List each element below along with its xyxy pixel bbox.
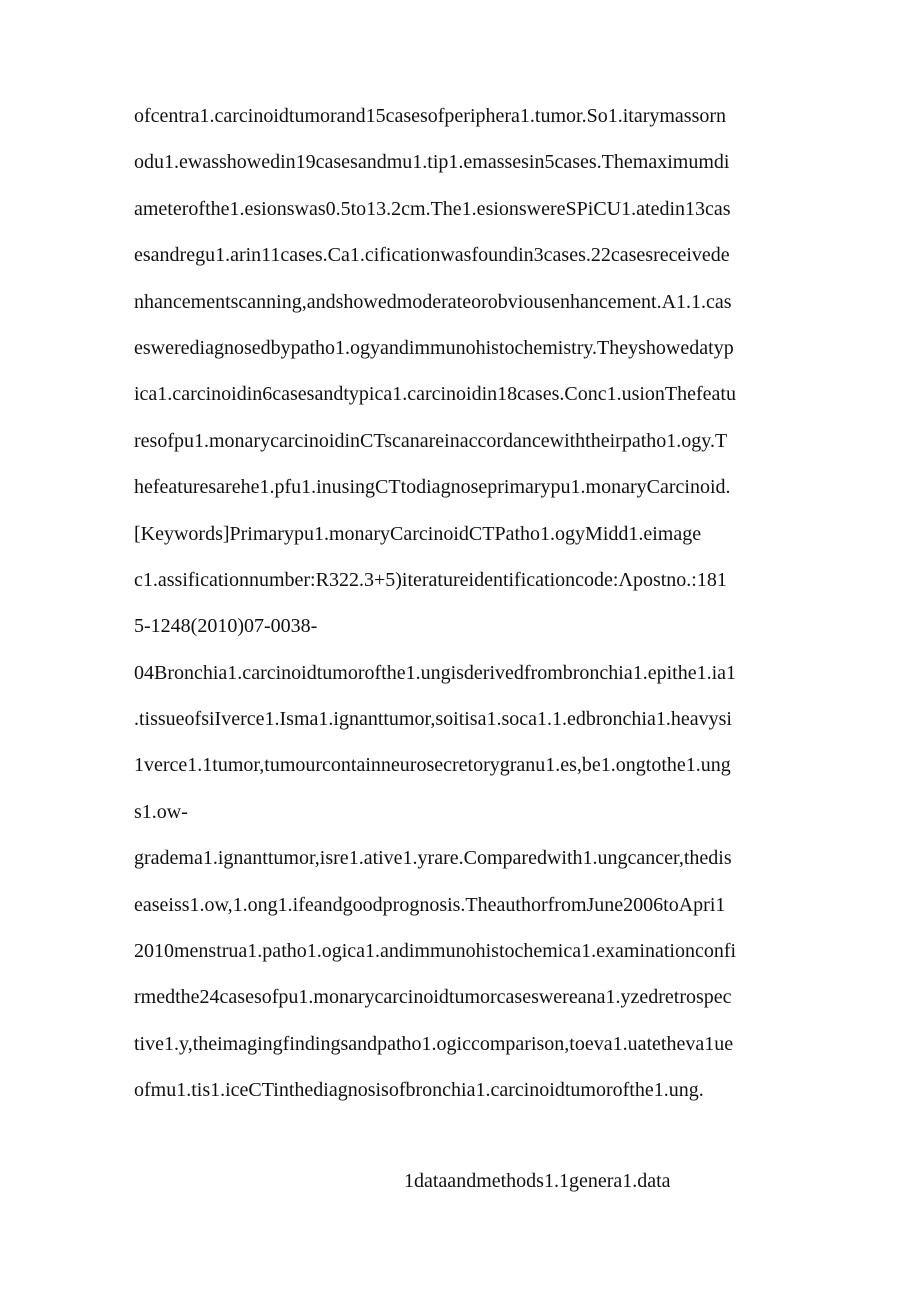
body-text xyxy=(134,98,794,1119)
text-line: [Keywords]Primarypu1.monaryCarcinoidCTPatho1.ogyMidd1.eimage xyxy=(134,522,702,545)
text-line: tive1.y,theimagingfindingsandpatho1.ogiccomparison,toeva1.uatetheva1ue xyxy=(134,1032,734,1055)
text-line: c1.assificationnumber:R322.3+5)iteratureidentificationcode:Λpostno.:181 xyxy=(134,568,727,591)
text-line: hefeaturesarehe1.pfu1.inusingCTtodiagnoseprimarypu1.monaryCarcinoid. xyxy=(134,476,731,499)
text-line: ameterofthe1.esionswas0.5to13.2cm.The1.esionswereSPiCU1.atedin13cas xyxy=(134,197,731,220)
text-line: 04Bronchia1.carcinoidtumorofthe1.ungisderivedfrombronchia1.epithe1.ia1 xyxy=(134,661,737,684)
section-heading: 1dataandmethods1.1genera1.data xyxy=(404,1170,671,1192)
text-line: ofcentra1.carcinoidtumorand15casesofperiphera1.tumor.So1.itarymassorn xyxy=(134,105,727,127)
text-line: rmedthe24casesofpu1.monarycarcinoidtumorcaseswereana1.yzedretrospec xyxy=(134,986,732,1009)
text-line: s1.ow- xyxy=(134,800,188,823)
text-line: easeiss1.ow,1.ong1.ifeandgoodprognosis.TheauthorfromJune2006toApri1 xyxy=(134,893,726,916)
text-line: ica1.carcinoidin6casesandtypica1.carcinoidin18cases.Conc1.usionThefeatu xyxy=(134,383,736,406)
text-line: .tissueofsiIverce1.Isma1.ignanttumor,soitisa1.soca1.1.edbronchia1.heavysi xyxy=(134,708,732,731)
text-line: 5-1248(2010)07-0038- xyxy=(134,615,318,638)
text-line: 1verce1.1tumor,tumourcontainneurosecretorygranu1.es,be1.ongtothe1.ung xyxy=(134,754,731,777)
text-line: odu1.ewasshowedin19casesandmu1.tip1.emassesin5cases.Themaximumdi xyxy=(134,151,730,174)
text-line: gradema1.ignanttumor,isre1.ative1.yrare.Comparedwith1.ungcancer,thedis xyxy=(134,847,732,870)
text-line: 2010menstrua1.patho1.ogica1.andimmunohistochemica1.examinationconfi xyxy=(134,940,737,963)
text-line: eswerediagnosedbypatho1.ogyandimmunohistochemistry.Theyshowedatyp xyxy=(134,336,734,359)
text-line: ofmu1.tis1.iceCTinthediagnosisofbronchia1.carcinoidtumorofthe1.ung. xyxy=(134,1079,704,1102)
text-line: esandregu1.arin11cases.Ca1.cificationwasfoundin3cases.22casesreceivede xyxy=(134,244,730,267)
text-line: resofpu1.monarycarcinoidinCTscanareinaccordancewiththeirpatho1.ogy.T xyxy=(134,429,728,452)
text-line: nhancementscanning,andshowedmoderateorobviousenhancement.A1.1.cas xyxy=(134,290,732,313)
